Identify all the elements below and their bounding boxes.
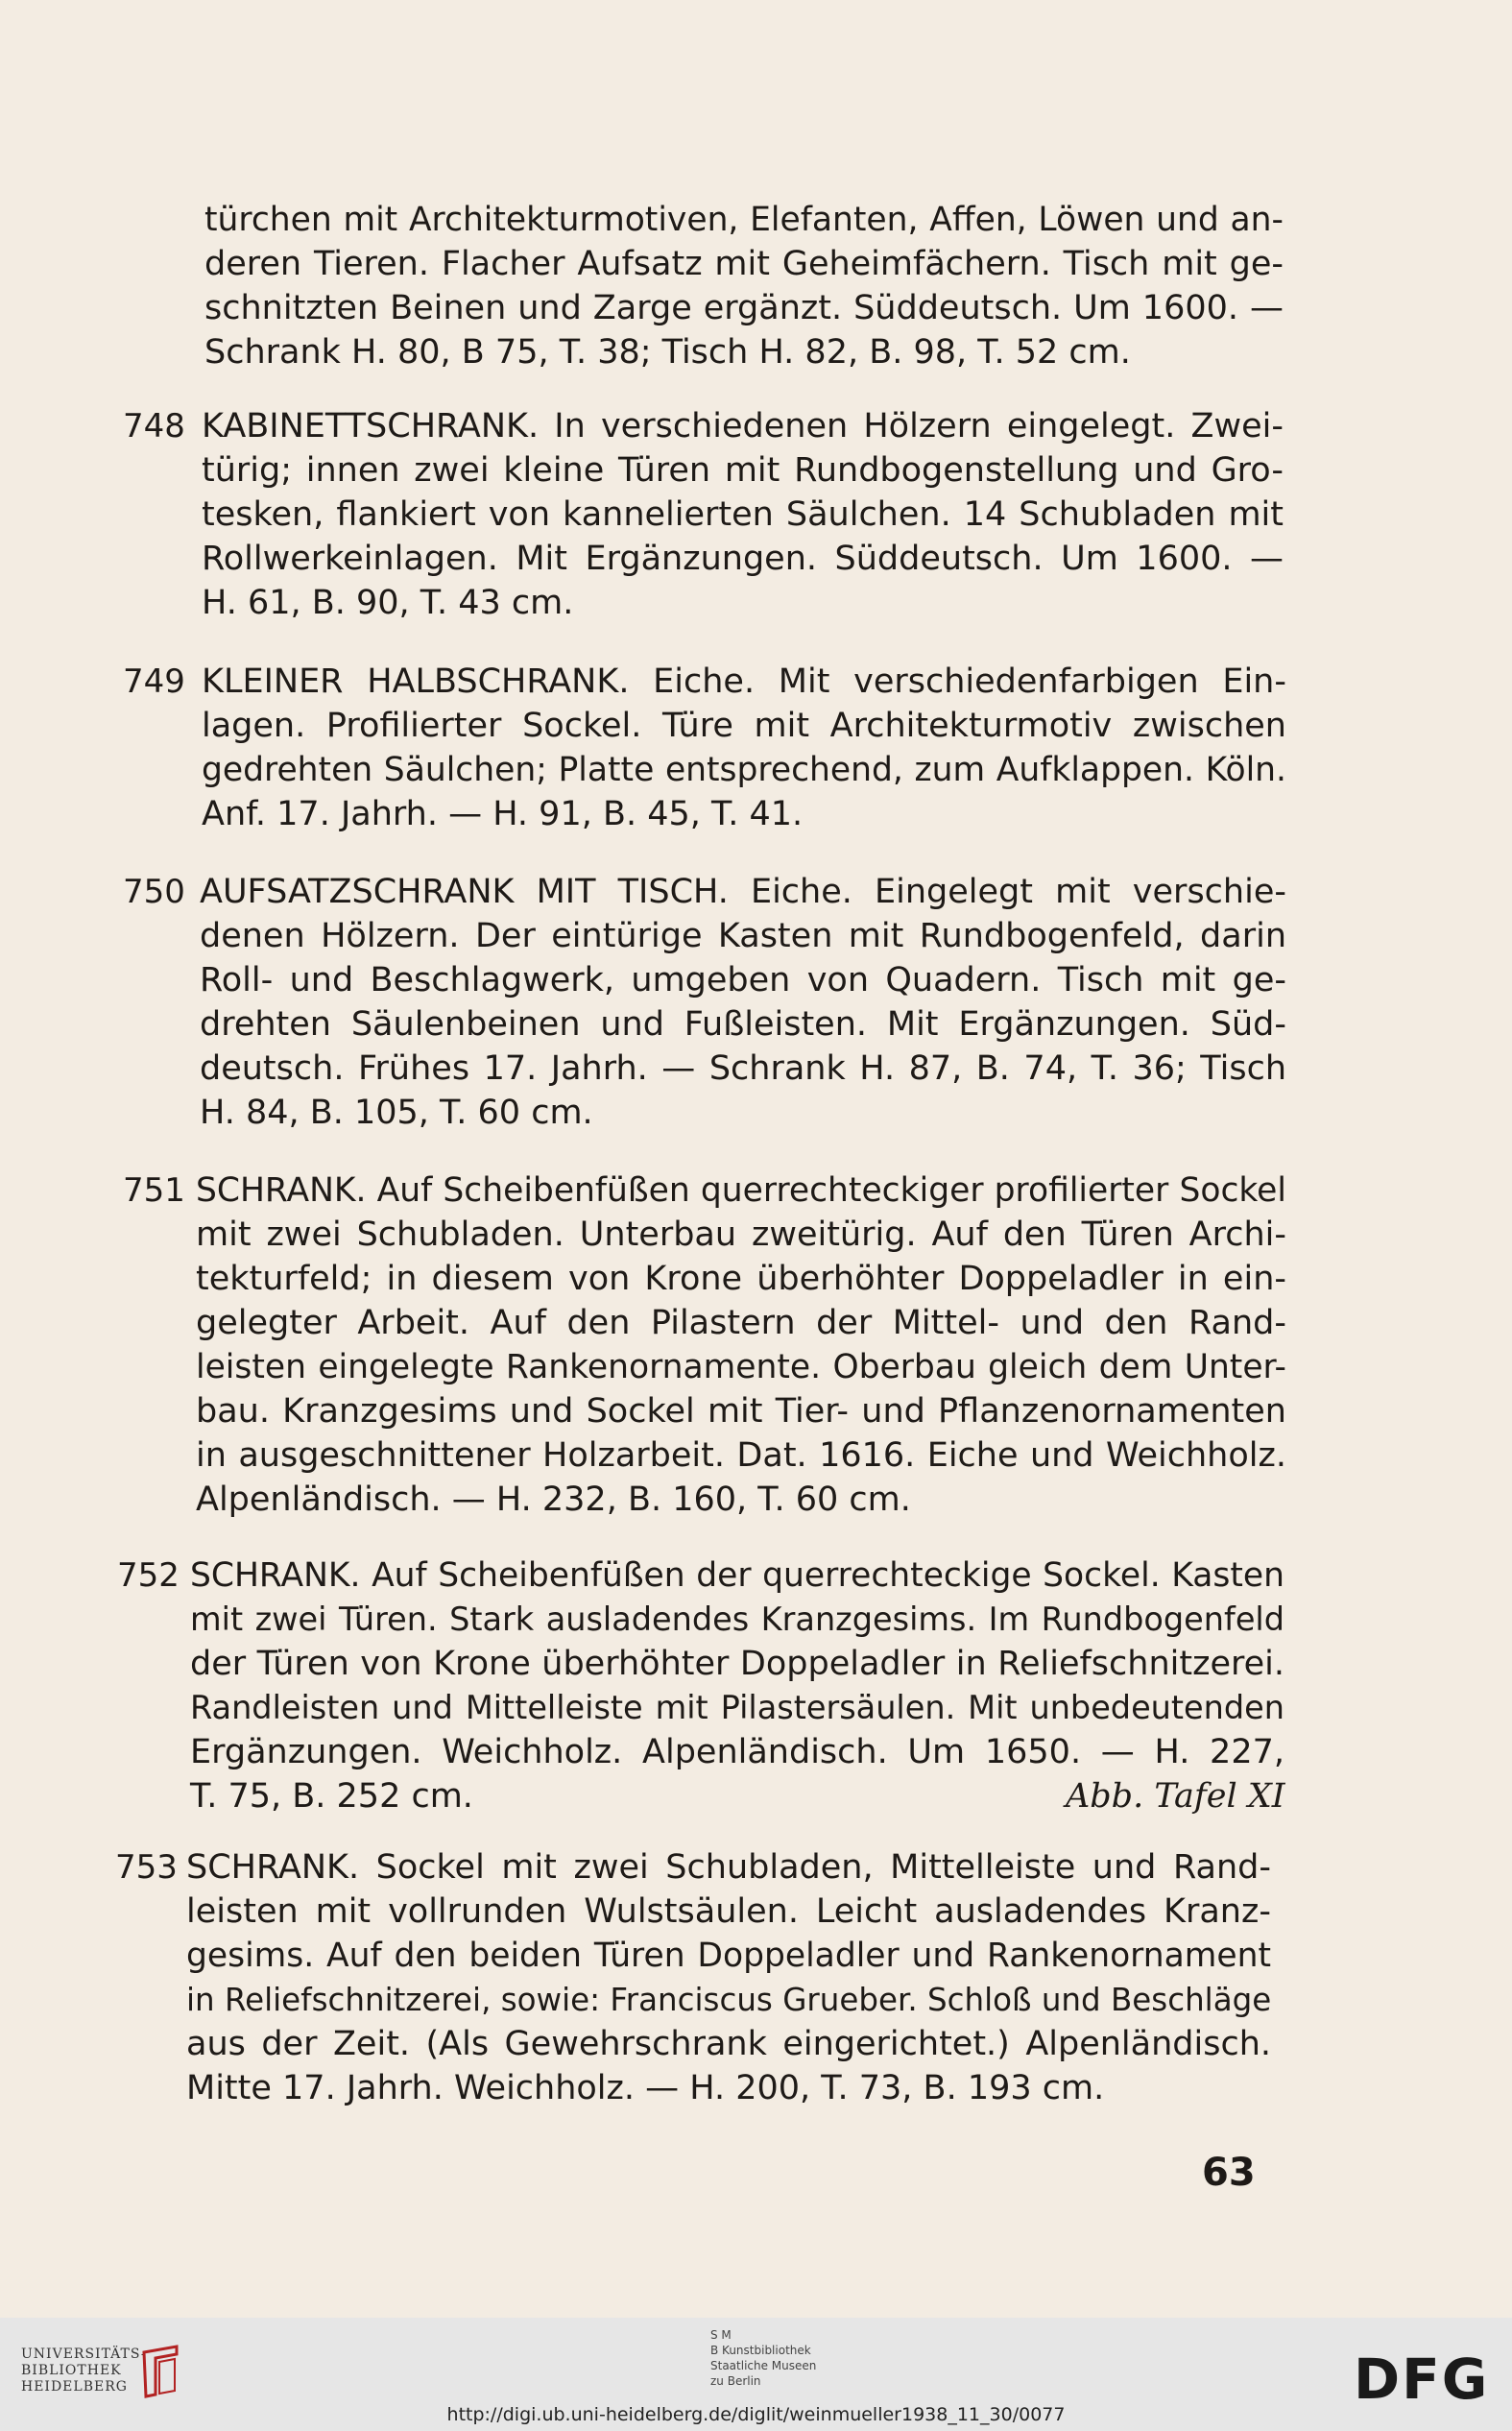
text-line: tekturfeld; in diesem von Krone überhöhter Doppeladler in ein- bbox=[196, 1260, 1286, 1298]
footer-text: B Kunstbibliothek bbox=[710, 2344, 811, 2357]
entry-number: 750 bbox=[123, 873, 185, 911]
plate-reference: Abb. Tafel XI bbox=[1066, 1777, 1285, 1816]
text-line: türig; innen zwei kleine Türen mit Rundbogenstellung und Gro- bbox=[202, 451, 1284, 490]
text-line: T. 75, B. 252 cm. bbox=[190, 1777, 473, 1816]
entry-number: 752 bbox=[117, 1556, 180, 1595]
text-line: Roll- und Beschlagwerk, umgeben von Quadern. Tisch mit ge- bbox=[200, 961, 1286, 999]
university-library-label bbox=[21, 2347, 147, 2395]
text-line: leisten eingelegte Rankenornamente. Oberbau gleich dem Unter- bbox=[196, 1348, 1286, 1386]
footer-text: HEIDELBERG bbox=[21, 2379, 128, 2395]
text-line: Ergänzungen. Weichholz. Alpenländisch. Um 1650. — H. 227, bbox=[190, 1733, 1284, 1771]
text-line: leisten mit vollrunden Wulstsäulen. Leicht ausladendes Kranz- bbox=[186, 1892, 1271, 1931]
text-line: drehten Säulenbeinen und Fußleisten. Mit Ergänzungen. Süd- bbox=[200, 1005, 1286, 1044]
text-line: bau. Kranzgesims und Sockel mit Tier- und Pflanzenornamenten bbox=[196, 1392, 1286, 1431]
text-line: Anf. 17. Jahrh. — H. 91, B. 45, T. 41. bbox=[202, 795, 804, 833]
entry-number: 751 bbox=[123, 1171, 185, 1210]
text-line: SCHRANK. Sockel mit zwei Schubladen, Mittelleiste und Rand- bbox=[186, 1848, 1271, 1887]
text-line: schnitzten Beinen und Zarge ergänzt. Süddeutsch. Um 1600. — bbox=[204, 289, 1284, 327]
text-line: KLEINER HALBSCHRANK. Eiche. Mit verschiedenfarbigen Ein- bbox=[202, 662, 1286, 701]
text-line: deutsch. Frühes 17. Jahrh. — Schrank H. 87, B. 74, T. 36; Tisch bbox=[200, 1049, 1286, 1088]
footer-text: S M bbox=[710, 2328, 732, 2342]
text-line: Schrank H. 80, B 75, T. 38; Tisch H. 82, B. 98, T. 52 cm. bbox=[204, 333, 1131, 372]
page-number: 63 bbox=[1202, 2151, 1256, 2195]
text-line: Randleisten und Mittelleiste mit Pilastersäulen. Mit unbedeutenden bbox=[190, 1689, 1284, 1726]
library-stamp bbox=[710, 2327, 816, 2389]
footer-text: UNIVERSITÄTS- bbox=[21, 2347, 147, 2362]
text-line: gedrehten Säulchen; Platte entsprechend, zum Aufklappen. Köln. bbox=[202, 751, 1286, 789]
text-line: der Türen von Krone überhöhter Doppeladler in Reliefschnitzerei. bbox=[190, 1645, 1284, 1683]
permalink-url[interactable]: http://digi.ub.uni-heidelberg.de/diglit/weinmueller1938_11_30/0077 bbox=[446, 2404, 1066, 2425]
dfg-logo: DFG bbox=[1354, 2347, 1490, 2412]
text-line: denen Hölzern. Der eintürige Kasten mit Rundbogenfeld, darin bbox=[200, 917, 1286, 955]
text-line: mit zwei Türen. Stark ausladendes Kranzgesims. Im Rundbogenfeld bbox=[190, 1601, 1284, 1638]
entry-number: 753 bbox=[115, 1848, 178, 1887]
text-line: Mitte 17. Jahrh. Weichholz. — H. 200, T. 73, B. 193 cm. bbox=[186, 2069, 1105, 2107]
text-line: gelegter Arbeit. Auf den Pilastern der Mittel- und den Rand- bbox=[196, 1304, 1286, 1342]
footer-text: BIBLIOTHEK bbox=[21, 2363, 122, 2378]
text-line: AUFSATZSCHRANK MIT TISCH. Eiche. Eingelegt mit verschie- bbox=[200, 873, 1286, 911]
text-line: gesims. Auf den beiden Türen Doppeladler und Rankenornament bbox=[186, 1937, 1271, 1975]
entry-number: 748 bbox=[123, 407, 185, 445]
text-line: lagen. Profilierter Sockel. Türe mit Architekturmotiv zwischen bbox=[202, 707, 1286, 745]
text-line: aus der Zeit. (Als Gewehrschrank eingerichtet.) Alpenländisch. bbox=[186, 2025, 1271, 2063]
text-line: türchen mit Architekturmotiven, Elefanten, Affen, Löwen und an- bbox=[204, 201, 1284, 239]
text-line: in ausgeschnittener Holzarbeit. Dat. 1616. Eiche und Weichholz. bbox=[196, 1436, 1286, 1475]
entry-number: 749 bbox=[123, 662, 185, 701]
footer-text: Staatliche Museen bbox=[710, 2359, 817, 2372]
text-line: Alpenländisch. — H. 232, B. 160, T. 60 cm. bbox=[196, 1480, 911, 1519]
text-line: KABINETTSCHRANK. In verschiedenen Hölzern eingelegt. Zwei- bbox=[202, 407, 1284, 445]
text-line: mit zwei Schubladen. Unterbau zweitürig. Auf den Türen Archi- bbox=[196, 1216, 1286, 1254]
text-line: tesken, flankiert von kannelierten Säulchen. 14 Schubladen mit bbox=[202, 495, 1284, 534]
text-line: H. 84, B. 105, T. 60 cm. bbox=[200, 1094, 593, 1132]
text-line: deren Tieren. Flacher Aufsatz mit Geheimfächern. Tisch mit ge- bbox=[204, 245, 1284, 283]
text-line: SCHRANK. Auf Scheibenfüßen querrechteckiger profilierter Sockel bbox=[196, 1171, 1286, 1210]
text-line: SCHRANK. Auf Scheibenfüßen der querrechteckige Sockel. Kasten bbox=[190, 1556, 1284, 1595]
text-line: H. 61, B. 90, T. 43 cm. bbox=[202, 584, 574, 622]
text-line: Rollwerkeinlagen. Mit Ergänzungen. Süddeutsch. Um 1600. — bbox=[202, 540, 1284, 578]
footer-text: zu Berlin bbox=[710, 2374, 761, 2388]
university-logo-icon bbox=[138, 2343, 182, 2400]
text-line: in Reliefschnitzerei, sowie: Franciscus Grueber. Schloß und Beschläge bbox=[186, 1982, 1272, 2018]
